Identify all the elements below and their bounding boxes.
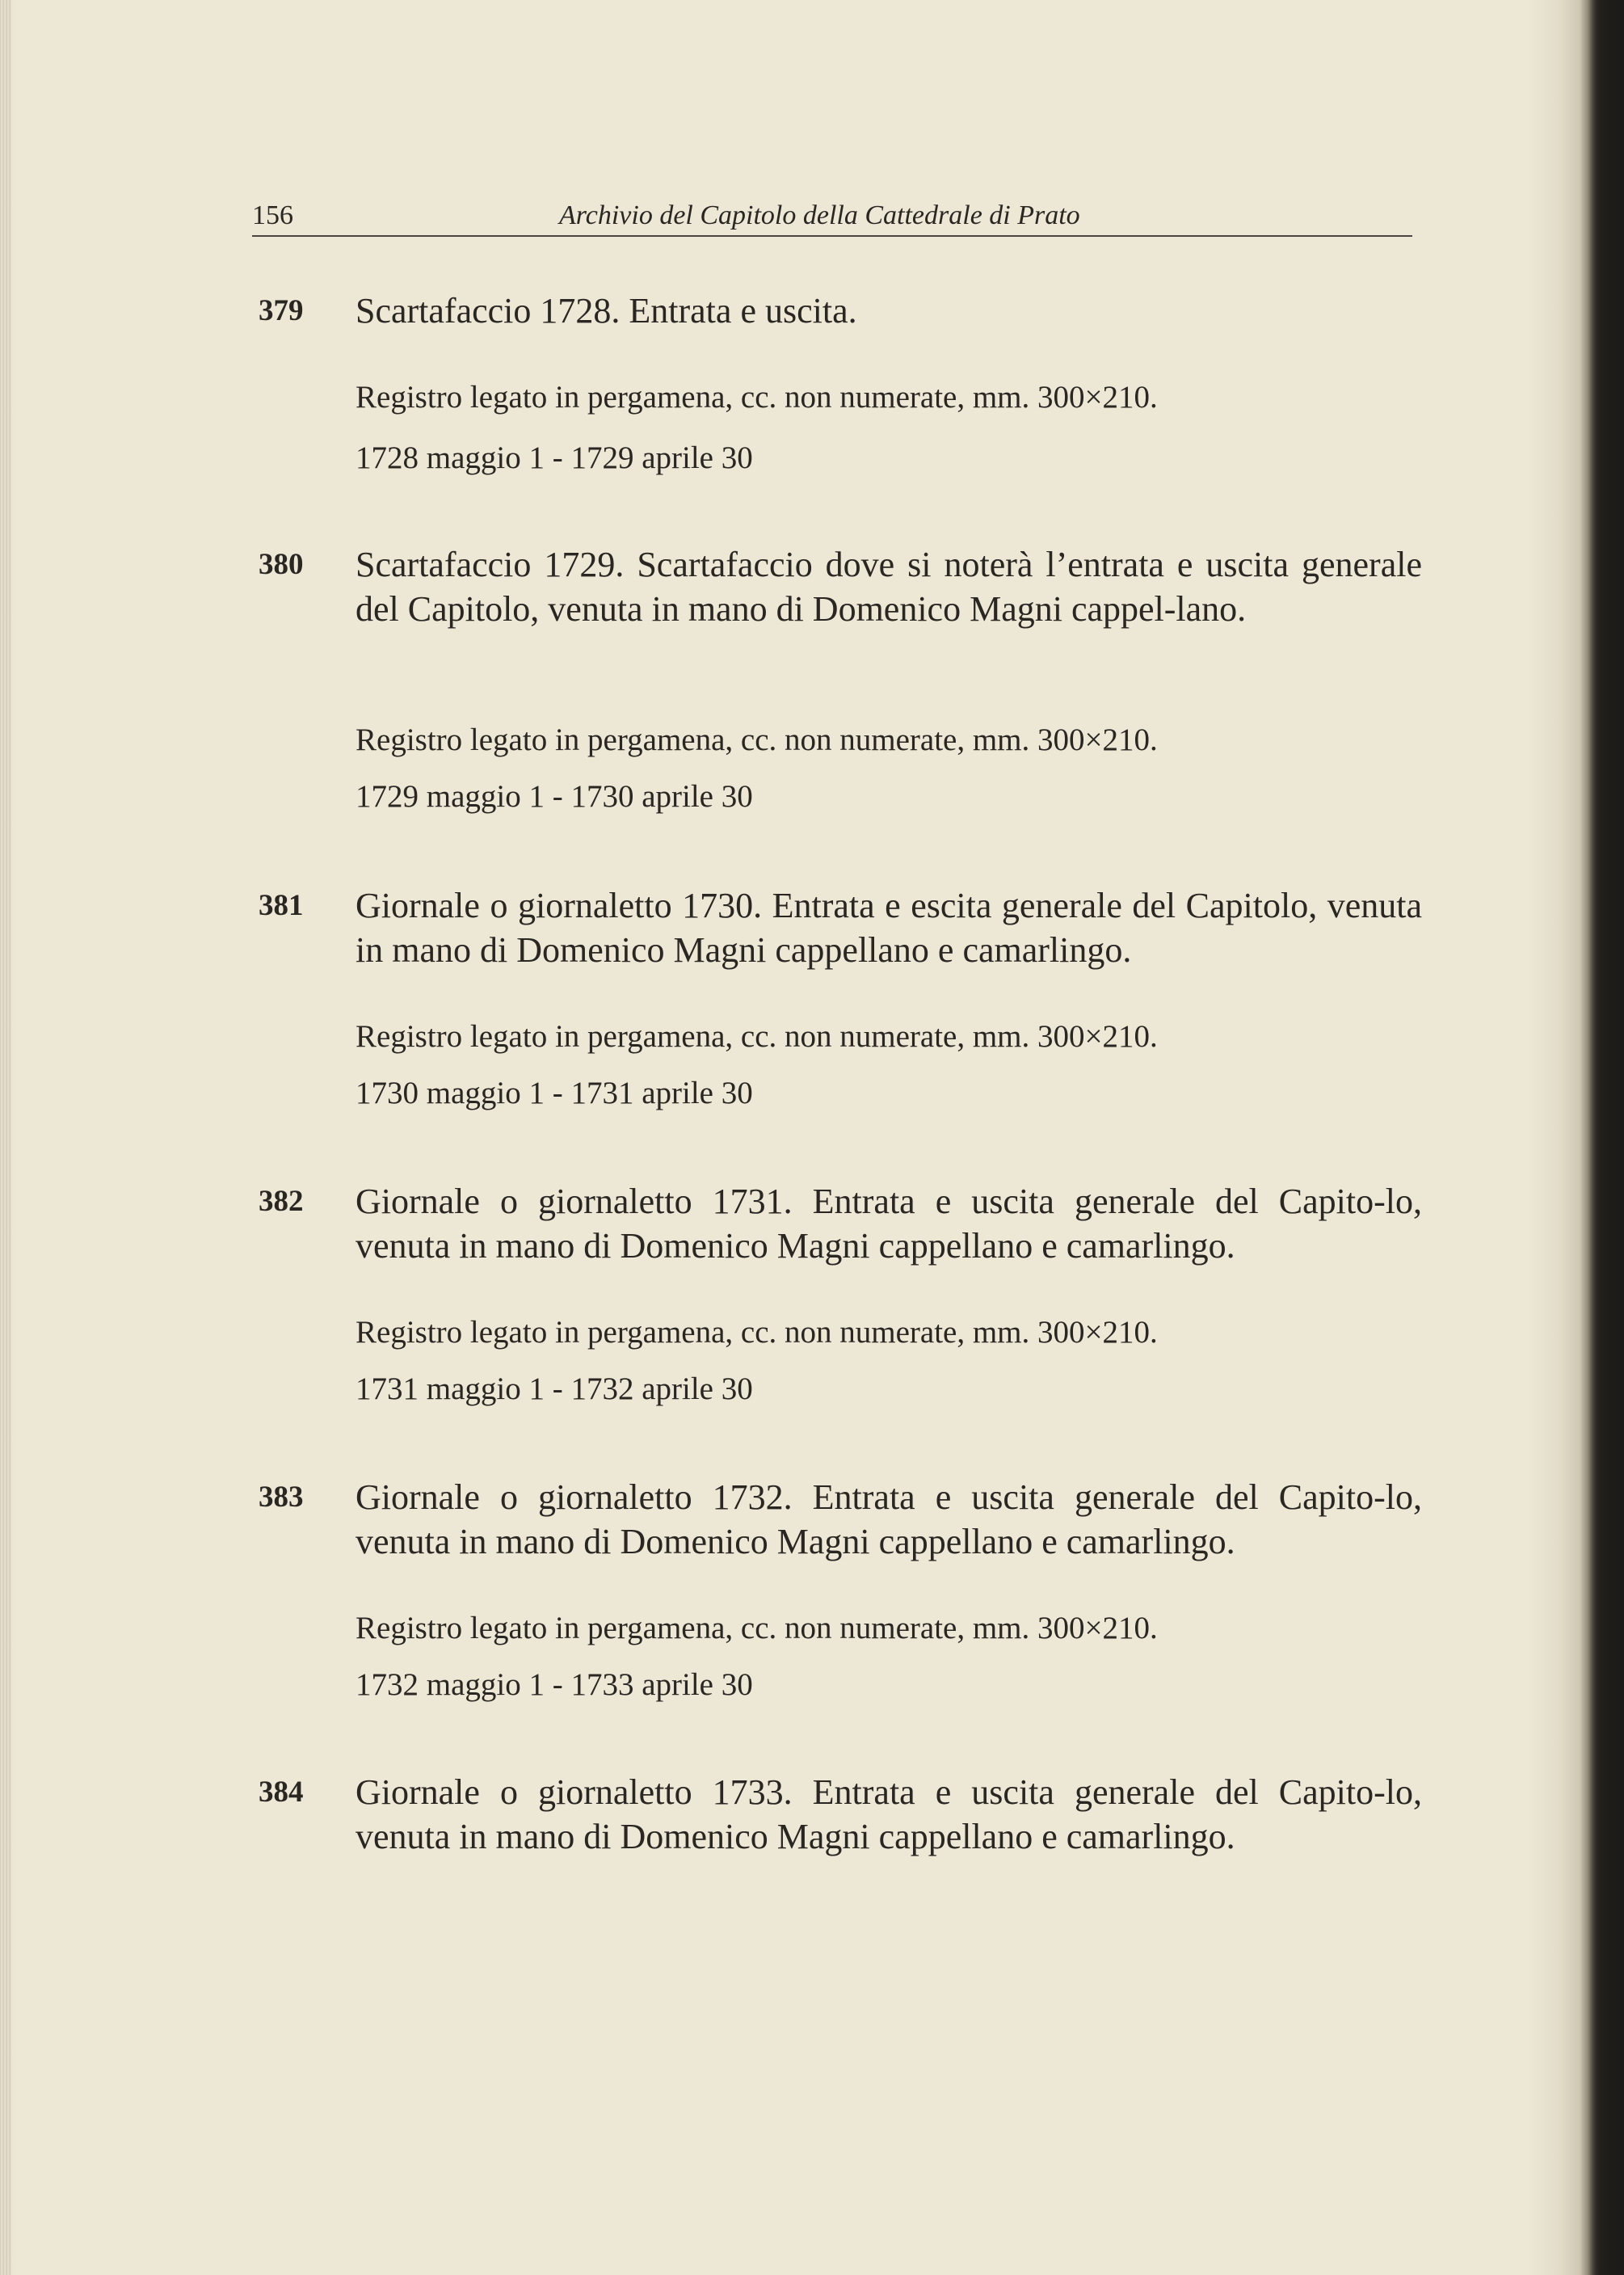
entry-dates: 1729 maggio 1 - 1730 aprile 30 [356, 779, 753, 814]
entry-description: Registro legato in pergamena, cc. non numerate, mm. 300×210. [356, 1611, 1158, 1645]
entry-dates: 1728 maggio 1 - 1729 aprile 30 [356, 440, 753, 475]
entry-number: 381 [259, 889, 304, 922]
binding-edge [0, 0, 11, 2275]
page-header [252, 196, 1412, 237]
entry-number: 383 [259, 1481, 304, 1514]
page-number: 156 [252, 200, 293, 230]
entry-description: Registro legato in pergamena, cc. non numerate, mm. 300×210. [356, 1315, 1158, 1350]
entry-number: 379 [259, 294, 304, 327]
entry-title: Scartafaccio 1729. Scartafaccio dove si noterà l’entrata e uscita generale del Capitolo, venuta in mano di Domenico Magni cappel-lano. [356, 545, 1422, 629]
entry-description: Registro legato in pergamena, cc. non numerate, mm. 300×210. [356, 1019, 1158, 1054]
entry-title: Giornale o giornaletto 1730. Entrata e escita generale del Capitolo, venuta in mano di Domenico Magni cappellano e camarlingo. [356, 886, 1422, 970]
entry-title: Giornale o giornaletto 1731. Entrata e uscita generale del Capito-lo, venuta in mano di Domenico Magni cappellano e camarlingo. [356, 1182, 1422, 1266]
entry-title: Giornale o giornaletto 1732. Entrata e uscita generale del Capito-lo, venuta in mano di Domenico Magni cappellano e camarlingo. [356, 1477, 1422, 1561]
entry-description: Registro legato in pergamena, cc. non numerate, mm. 300×210. [356, 723, 1158, 757]
entry-number: 380 [259, 548, 304, 581]
entry-dates: 1730 maggio 1 - 1731 aprile 30 [356, 1076, 753, 1110]
entry-title: Giornale o giornaletto 1733. Entrata e uscita generale del Capito-lo, venuta in mano di Domenico Magni cappellano e camarlingo. [356, 1772, 1422, 1856]
entry-number: 382 [259, 1185, 304, 1218]
entry-title: Scartafaccio 1728. Entrata e uscita. [356, 291, 857, 331]
entry-dates: 1731 maggio 1 - 1732 aprile 30 [356, 1371, 753, 1406]
entry-description: Registro legato in pergamena, cc. non numerate, mm. 300×210. [356, 380, 1158, 415]
running-title: Archivio del Capitolo della Cattedrale di Prato [559, 200, 1080, 230]
entry-dates: 1732 maggio 1 - 1733 aprile 30 [356, 1667, 753, 1702]
page-edge-shadow [1580, 0, 1624, 2275]
entry-number: 384 [259, 1776, 304, 1809]
